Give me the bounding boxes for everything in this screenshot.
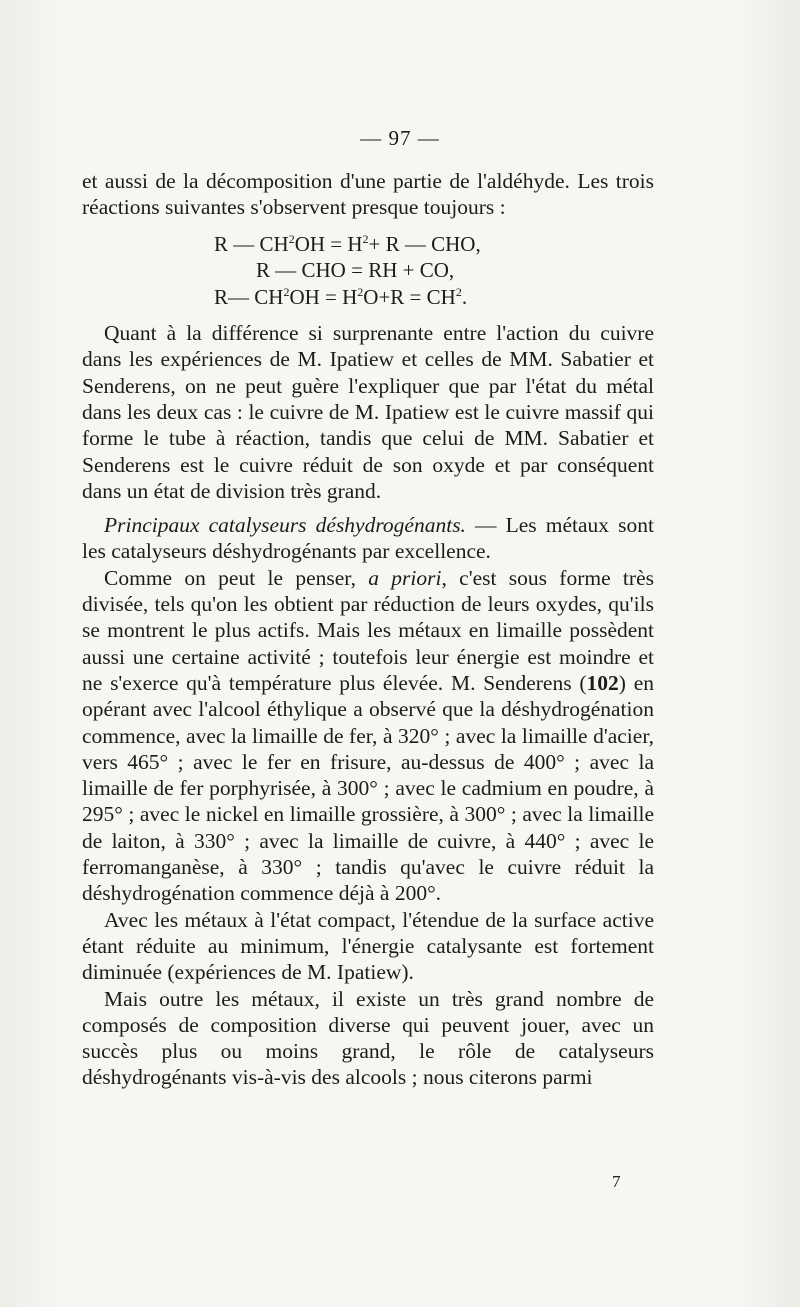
intro-paragraph <box>82 168 654 221</box>
formula-1: R — $CH^2OH = H^2+ R$ — CHO, <box>214 231 481 256</box>
formula-2: R — CHO = RH + CO, <box>256 258 455 283</box>
paragraph-avec: Avec les métaux à l'état compact, l'étendue de la surface active étant réduite au minimum, l'énergie catalysante est fortement diminuée (expériences de M. Ipatiew). <box>82 907 654 985</box>
section-heading-rest: — Les métaux sont les catalyseurs déshydrogénants par excellence. <box>82 513 654 564</box>
intro-line-1: et aussi de la décomposition d'une partie de l'aldéhyde. <box>82 169 570 193</box>
formula-3: R— $CH^2OH = H^2O+R = CH^2$. <box>214 284 468 309</box>
paragraph-comme: Comme on peut le penser, a priori, c'est sous forme très divisée, tels qu'on les obtient par réduction de leurs oxydes, qu'ils se montrent le plus actifs. Mais les métaux en limaille possèdent aussi une certaine activité ; toutefois leur énergie est moindre et ne s'exerce qu'à température plus élevée. M. Senderens (102) en opérant avec l'alcool éthylique a observé que la déshydrogénation commence, avec la limaille de fer, à 320° ; avec la limaille d'acier, vers 465° ; avec le fer en frisure, au-dessus de 400° ; avec la limaille de fer porphyrisée, à 300° ; avec le cadmium en poudre, à 295° ; avec le nickel en limaille grossière, à 300° ; avec la limaille de laiton, à 330° ; avec la limaille de cuivre, à 440° ; avec le ferromanganèse, à 330° ; tandis qu'avec le cuivre réduit la déshydrogénation commence déjà à 200°. <box>82 565 654 906</box>
paragraph-section-heading <box>82 512 654 565</box>
reaction-formulas <box>82 231 654 311</box>
page-number: — 97 — <box>360 126 440 150</box>
signature-mark: 7 <box>612 1172 621 1191</box>
reference-number: 102 <box>586 670 619 695</box>
a-priori: a priori <box>368 565 442 590</box>
body-text <box>82 168 654 1091</box>
intro-line-2: Les trois réactions suivantes s'observent presque toujours : <box>82 169 654 220</box>
section-heading: Principaux catalyseurs déshydrogénants. <box>104 513 466 538</box>
paragraph-mais: Mais outre les métaux, il existe un très grand nombre de composés de composition diverse qui peuvent jouer, avec un succès plus ou moins grand, le rôle de catalyseurs déshydrogénants vis-à-vis des alcools ; nous citerons parmi <box>82 986 654 1090</box>
paragraph-quant: Quant à la différence si surprenante entre l'action du cuivre dans les expériences de M. Ipatiew et celles de MM. Sabatier et Senderens, on ne peut guère l'expliquer que par l'état du métal dans les deux cas : le cuivre de M. Ipatiew est le cuivre massif qui forme le tube à réaction, tandis que celui de MM. Sabatier et Senderens est le cuivre réduit de son oxyde et par conséquent dans un état de division très grand. <box>82 321 654 503</box>
